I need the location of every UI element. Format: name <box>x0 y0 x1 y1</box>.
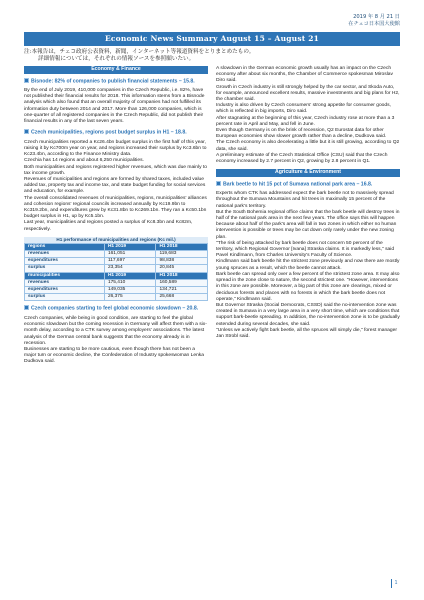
notice <box>24 49 400 63</box>
page-title: Economic News Summary August 15 – August 21 <box>24 32 400 46</box>
article-heading: Czech companies starting to feel global economic slowdown – 20.8. <box>24 305 208 313</box>
paragraph: A preliminary estimate of the Czech Statistical Office (CSU) said that the Czech economy increased by 2.7 percent in Q2, growing by 2.8 percent in Q1. <box>216 152 388 165</box>
paragraph: Revenues of municipalities and regions are formed by shared taxes, included value added tax, property tax and income tax, and state budget funding for social services and education, for example. <box>24 176 206 195</box>
paragraph: Experts whom CTK has addressed expect the bark beetle not to massively spread throughout the Sumava Mountains and hit trees in maximally 15 percent of the national park's territory. <box>216 191 394 209</box>
paragraph: The overall consolidated revenues of municipalities, regions, municipalities' alliances and cohesion regions' regional councils increased annually by Kc19.9bn to Kc319.2bn, and expenditures grew by Kc31.8bn to Kc269.1bn. They ran a Kc50.1bn budget surplus in H1, up by Kc5.1bn. <box>24 195 207 220</box>
paragraph: Both municipalities and regions registered higher revenues, which was due mainly to tax income growth. <box>24 164 207 176</box>
table-row: surplus 23,354 20,845 <box>25 265 208 272</box>
header-block <box>348 14 400 28</box>
paragraph: "Unless we actively fight bark beetle, all the spruces will simply die," forest manager Jan Strobl said. <box>216 327 397 339</box>
table-row: expenditures 117,697 98,838 <box>25 258 208 265</box>
article-heading: Czech municipalities, regions post budget surplus in H1 – 18.8. <box>24 129 208 137</box>
paragraph: Even though Germany is on the brink of recession, Q2 Eurostat data for other European economies show slower growth rather than a decline, Dudkova said. <box>216 128 387 140</box>
paragraph: After stagnating at the beginning of this year, Czech industry rose at more than a 3 percent rate in April and May, and fell in June. <box>216 115 395 127</box>
paragraph: Bark beetle can spread only over a few percent of the strictest zone area. It may also spread in the zone close to nature, the second strictest one. "However, interventions in this zone are possible. Moreover, a big part of this zone are clearings, mixed or deciduous forests and places with no forests in which the bark beetle does not operate," Kindlmann said. <box>216 271 400 302</box>
paragraph: A slowdown in the German economic growth usually has an impact on the Czech economy after about six months, the Chamber of Commerce spokesman Miroslav Diro said. <box>216 66 393 84</box>
section-header-agriculture: Agriculture & Environment <box>216 169 400 177</box>
paragraph: "The risk of being attacked by bark beetle does not concern 50 percent of the territory, which Regional Governor [Ivana] Straska claims. It is markedly less," said Pavel Kindlmann, from Charles University's Faculty of Science. <box>216 240 395 259</box>
paragraph: But the South Bohemia regional office claims that the bark beetle will destroy trees in half of the national park area in the next few years. The office says this will happen because about half of the park's area will fall in two zones in which either no human intervention is possible or trees may be cut down only rarely under the new zoning plan. <box>216 209 400 240</box>
table-caption: H1 performance of municipalities and regions (Kc mil.) <box>24 237 208 243</box>
bullet-icon <box>24 129 29 134</box>
paragraph: But Governor Straska (Social Democrats, CSSD) said the no-intervention zone was created in Sumava in a very large area in a very short time, which are conditions that support bark-beetle spreading. In addition, the no-intervention zone is to be gradually extended during several decades, she said. <box>216 302 400 327</box>
paragraph: Growth in Czech industry is still strongly helped by the car sector, and Skoda Auto, for example, announced excellent results, massive investments and big plans for H2, the chamber said. <box>216 84 400 103</box>
table-row: surplus 26,375 25,668 <box>25 294 208 301</box>
notice-line-1: 注:本報告は，チェコ政府公表資料，新聞，インターネット等報道資料をとりまとめたもの。 <box>24 49 255 55</box>
table-row: revenues 175,410 160,589 <box>25 279 208 286</box>
issuer: 在チェコ日本国大使館 <box>348 21 400 27</box>
paragraph: Kindlmann said bark beetle hit the strictest zone previously and now there are mostly young spruces as a result, which the beetle cannot attack. <box>216 259 400 271</box>
notice-line-2: 詳細情報については，それぞれの情報ソースを参照願いたい。 <box>38 56 195 62</box>
budget-table <box>24 237 208 302</box>
table-row: revenues 161,051 119,683 <box>25 250 208 257</box>
paragraph: The Czech economy is also decelerating a little but it is still growing, according to Q2 data, she said. <box>216 140 400 152</box>
paragraph: By the end of July 2019, 410,000 companies in the Czech Republic, i.e. 82%, have not published their financial results for 2018. This information stems from a Bisnode analysis which also found that an overall majority of companies had not fulfilled its information duty between 2014 and 2017. More than 126,000 companies, which is one-quarter of all registered companies in the Czech Republic, did not publish their financial results in any of the last seven years. <box>24 88 205 125</box>
section-header-economy: Economy & Finance <box>24 66 208 74</box>
table-row: expenditures 149,035 134,721 <box>25 286 208 293</box>
table-header-row: municipalities H1 2019 H1 2018 <box>25 272 208 279</box>
article-heading: Bark beetle to hit 15 pct of Sumava national park area – 16.8. <box>216 181 400 189</box>
table-header-row: regions H1 2019 H1 2018 <box>25 243 208 250</box>
paragraph: Businesses are starting to be more cautious, even though there has not been a major turn or economic decline, the Confederation of Industry spokeswoman Lenka Dudkova said. <box>24 346 204 365</box>
paragraph: Czechia has 14 regions and about 6,250 municipalities. <box>24 158 144 164</box>
paragraph: Czech companies, while being in good condition, are starting to feel the global economic slowdown but the coming recession in Germany will affect them with a six-month delay, according to a CTK survey among employers' associations. The latest analysis of the German central bank suggests that the economy already is in recession. <box>24 315 207 346</box>
bullet-icon <box>24 305 29 310</box>
right-column <box>216 66 400 340</box>
report-date: 2019 年 8 月 21 日 <box>353 14 400 20</box>
bullet-icon <box>24 78 29 83</box>
article-heading: Bisnode: 82% of companies to publish financial statements – 15.8. <box>24 78 208 86</box>
paragraph: Industry is also driven by Czech consumers' strong appetite for consumer goods, which is reflected in big imports, Diro said. <box>216 103 391 115</box>
bullet-icon <box>216 181 221 186</box>
paragraph: Czech municipalities reported a Kc26.4bn budget surplus in the first half of this year, raising it by Kc700m year on year, and regions increased their surplus by Kc3.6bn to Kc23.4bn, according to the Finance Ministry data. <box>24 139 207 158</box>
page-number: 1 <box>391 579 400 588</box>
paragraph: Last year, municipalities and regions posted a surplus of Kc8.3bn and Kc82m, respectively. <box>24 220 193 232</box>
left-column <box>24 66 208 366</box>
